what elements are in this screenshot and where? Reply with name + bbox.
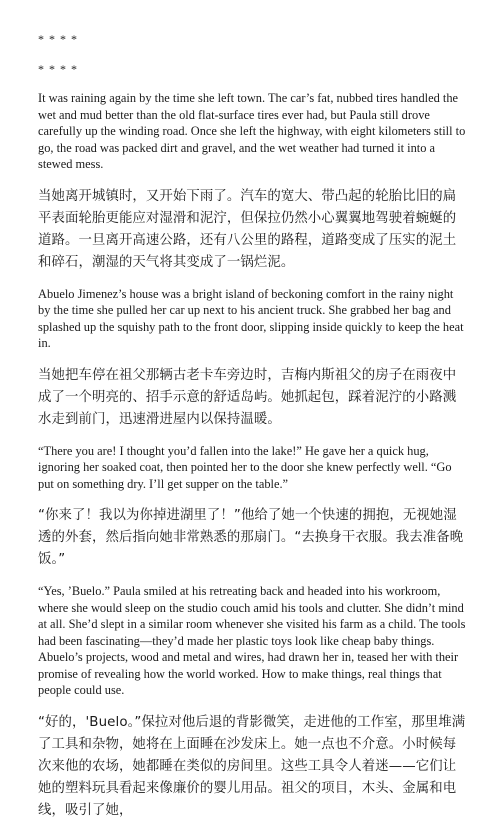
section-separator: * * * * [38,62,78,76]
section-separator: * * * * [38,32,78,46]
paragraph-english: “There you are! I thought you’d fallen into the lake!” He gave her a quick hug, ignoring her soaked coat, then pointed her to the door she knew perfectly well. “Go put on something dry. I’ll get supper on the table.” [38,443,452,491]
paragraph-english: Abuelo Jimenez’s house was a bright island of beckoning comfort in the rainy night by the time she pulled her car up next to his ancient truck. She grabbed her bag and splashed up the squishy path to the front door, slipping inside quickly to keep the heat in. [38,286,464,350]
paragraph-chinese: “好的，'Buelo。”保拉对他后退的背影微笑，走进他的工作室，那里堆满了工具和杂物，她将在上面睡在沙发床上。她一点也不介意。小时候每次来他的农场，她都睡在类似的房间里。这些工具令人着迷——它们让她的塑料玩具看起来像廉价的婴儿用品。祖父的项目，木头、金属和电线，吸引了她， [38,714,466,818]
paragraph-english: “Yes, ’Buelo.” Paula smiled at his retreating back and headed into his workroom, where she would sleep on the studio couch amid his tools and clutter. She didn’t mind at all. She’d slept in a similar room whenever she visited his farm as a child. The tools had been fascinating—they’d made her plastic toys look like cheap baby things. Abuelo’s projects, wood and metal and wires, had drawn her in, teased her with their promise of revealing how the world worked. How to make things, real things that people could use. [38,584,466,697]
paragraph-chinese: 当她离开城镇时，又开始下雨了。汽车的宽大、带凸起的轮胎比旧的扁平表面轮胎更能应对湿滑和泥泞，但保拉仍然小心翼翼地驾驶着蜿蜒的道路。一旦离开高速公路，还有八公里的路程，道路变成了压实的泥土和碎石，潮湿的天气将其变成了一锅烂泥。 [38,188,457,270]
paragraph-chinese: 当她把车停在祖父那辆古老卡车旁边时，吉梅内斯祖父的房子在雨夜中成了一个明亮的、招手示意的舒适岛屿。她抓起包，踩着泥泞的小路溅水走到前门，迅速滑进屋内以保持温暖。 [38,367,457,427]
document-page [38,32,466,834]
paragraph-chinese: “你来了！我以为你掉进湖里了！”他给了她一个快速的拥抱，无视她湿透的外套，然后指向她非常熟悉的那扇门。“去换身干衣服。我去准备晚饭。” [38,508,464,567]
paragraph-english: It was raining again by the time she left town. The car’s fat, nubbed tires handled the wet and mud better than the old flat-surface tires ever had, but Paula still drove carefully up the winding road. Once she left the highway, with eight kilometers still to go, the road was packed dirt and gravel, and the wet weather had turned it into a stewed mess. [38,91,466,171]
